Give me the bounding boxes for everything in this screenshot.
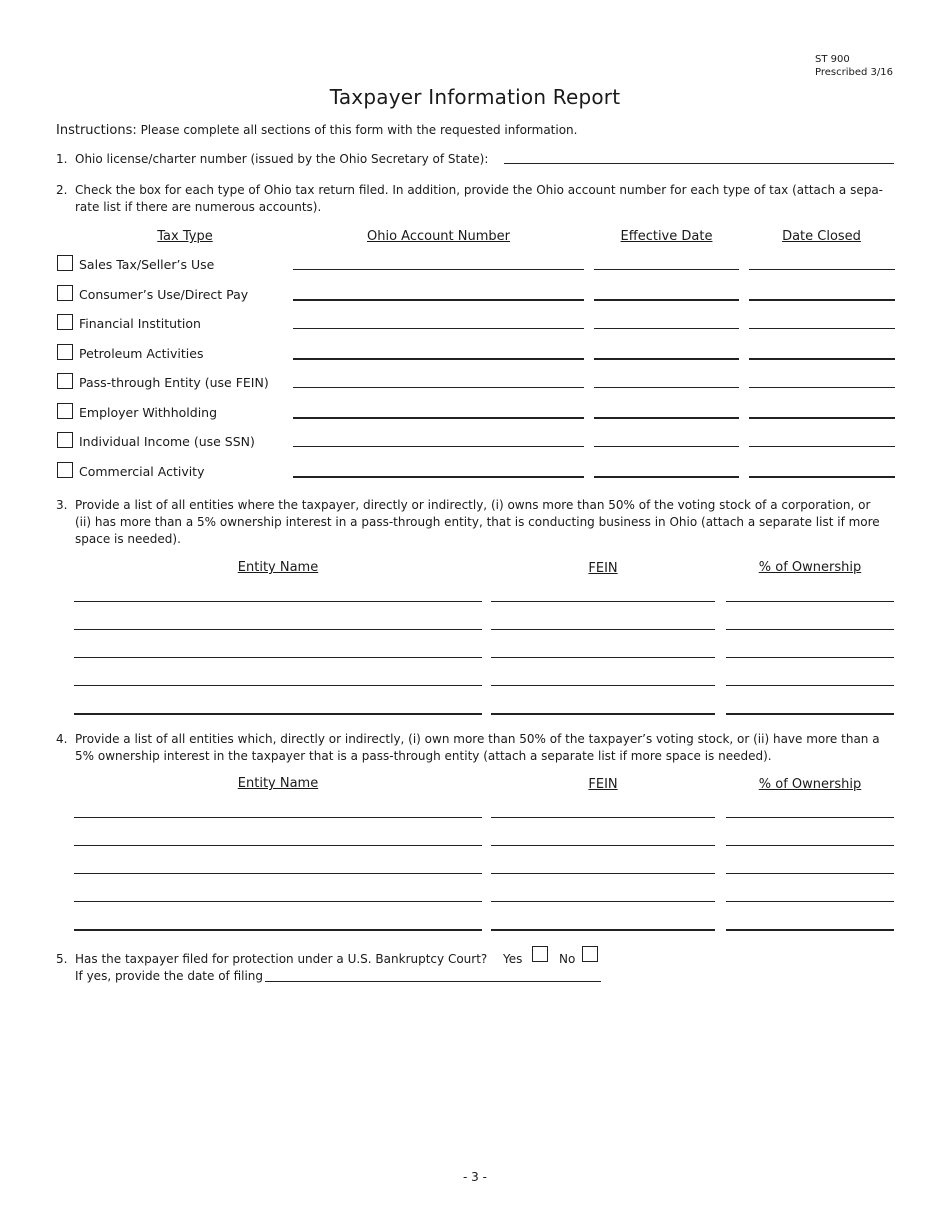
account-number-field[interactable] — [293, 476, 584, 478]
tax-type-label: Commercial Activity — [79, 463, 205, 479]
ownership-field[interactable] — [726, 685, 894, 686]
fein-field[interactable] — [491, 817, 715, 818]
ownership-field[interactable] — [726, 601, 894, 602]
checkbox-employer-withholding[interactable] — [57, 403, 73, 419]
effective-date-field[interactable] — [594, 446, 739, 447]
account-number-field[interactable] — [293, 269, 584, 270]
q3-line2: (ii) has more than a 5% ownership interest in a pass-through entity, that is conducting business in Ohio (attach a separate list if more — [75, 515, 880, 529]
date-closed-field[interactable] — [749, 358, 895, 360]
date-closed-field[interactable] — [749, 328, 895, 329]
fein-field[interactable] — [491, 685, 715, 686]
instructions-label: Instructions: — [56, 123, 137, 138]
q3-number: 3. — [56, 498, 68, 512]
fein-field[interactable] — [491, 845, 715, 846]
entity-name-field[interactable] — [74, 873, 482, 874]
fein-field[interactable] — [491, 657, 715, 658]
ownership-field[interactable] — [726, 657, 894, 658]
instructions — [56, 122, 896, 139]
tax-type-label: Sales Tax/Seller’s Use — [79, 257, 215, 272]
q5-label: Has the taxpayer filed for protection under a U.S. Bankruptcy Court? — [75, 952, 488, 966]
effective-date-field[interactable] — [594, 358, 739, 360]
q2-line1: Check the box for each type of Ohio tax return filed. In addition, provide the Ohio account number for each type of tax (attach a sepa- — [75, 183, 884, 197]
checkbox-petroleum-activities[interactable] — [57, 344, 73, 360]
q5-number: 5. — [56, 952, 68, 966]
license-number-field[interactable] — [504, 163, 894, 164]
q2-text — [56, 182, 894, 216]
instructions-text: Please complete all sections of this form with the requested information. — [140, 123, 578, 137]
q3-header-fein: FEIN — [588, 561, 618, 576]
q4-line1: Provide a list of all entities which, directly or indirectly, (i) own more than 50% of the taxpayer’s voting stock, or (ii) have more than a — [75, 732, 880, 746]
date-closed-field[interactable] — [749, 417, 895, 419]
checkbox-commercial-activity[interactable] — [57, 462, 73, 478]
ownership-field[interactable] — [726, 901, 894, 902]
entity-name-field[interactable] — [74, 817, 482, 818]
account-number-field[interactable] — [293, 417, 584, 419]
q4-header-entity-name: Entity Name — [237, 776, 319, 791]
ownership-field[interactable] — [726, 817, 894, 818]
page-title: Taxpayer Information Report — [329, 85, 621, 109]
form-id-block — [815, 53, 893, 79]
tax-type-label: Consumer’s Use/Direct Pay — [79, 286, 249, 302]
q3-line3: space is needed). — [75, 532, 181, 546]
bankruptcy-no-checkbox[interactable] — [582, 946, 598, 962]
q3-line1: Provide a list of all entities where the taxpayer, directly or indirectly, (i) owns more than 50% of the voting stock of a corporation, or — [75, 498, 871, 512]
q4-header-ownership: % of Ownership — [758, 777, 862, 792]
fein-field[interactable] — [491, 901, 715, 902]
ownership-field[interactable] — [726, 845, 894, 846]
account-number-field[interactable] — [293, 299, 584, 301]
tax-type-label: Employer Withholding — [79, 404, 218, 420]
ownership-field[interactable] — [726, 929, 894, 931]
effective-date-field[interactable] — [594, 417, 739, 419]
checkbox-sales-tax-seller-s-use[interactable] — [57, 255, 73, 271]
entity-name-field[interactable] — [74, 845, 482, 846]
header-date-closed: Date Closed — [782, 229, 861, 244]
effective-date-field[interactable] — [594, 476, 739, 478]
ownership-field[interactable] — [726, 629, 894, 630]
date-closed-field[interactable] — [749, 299, 895, 301]
checkbox-individual-income-use-ssn[interactable] — [57, 432, 73, 448]
q3-text — [56, 497, 894, 548]
fein-field[interactable] — [491, 601, 715, 602]
filing-date-field[interactable] — [265, 981, 601, 982]
entity-name-field[interactable] — [74, 657, 482, 658]
filing-date-label: If yes, provide the date of filing — [75, 969, 264, 983]
form-id: ST 900 — [815, 54, 850, 65]
tax-type-label: Individual Income (use SSN) — [79, 434, 255, 449]
bankruptcy-yes-checkbox[interactable] — [532, 946, 548, 962]
checkbox-financial-institution[interactable] — [57, 314, 73, 330]
q4-header-fein: FEIN — [588, 777, 618, 792]
entity-name-field[interactable] — [74, 601, 482, 602]
q1-number: 1. — [56, 152, 68, 166]
fein-field[interactable] — [491, 929, 715, 931]
entity-name-field[interactable] — [74, 929, 482, 931]
account-number-field[interactable] — [293, 387, 584, 388]
account-number-field[interactable] — [293, 328, 584, 329]
q4-text — [56, 731, 894, 765]
entity-name-field[interactable] — [74, 901, 482, 902]
q3-header-entity-name: Entity Name — [237, 560, 319, 575]
prescribed-date: Prescribed 3/16 — [815, 67, 893, 78]
checkbox-pass-through-entity-use-fein[interactable] — [57, 373, 73, 389]
effective-date-field[interactable] — [594, 299, 739, 301]
q5-text — [56, 951, 487, 968]
ownership-field[interactable] — [726, 713, 894, 715]
entity-name-field[interactable] — [74, 713, 482, 715]
header-effective-date: Effective Date — [620, 229, 713, 244]
yes-label: Yes — [503, 952, 523, 966]
tax-type-label: Pass-through Entity (use FEIN) — [79, 375, 269, 390]
checkbox-consumer-s-use-direct-pay[interactable] — [57, 285, 73, 301]
tax-type-label: Financial Institution — [79, 316, 201, 331]
no-label: No — [559, 952, 576, 966]
entity-name-field[interactable] — [74, 629, 482, 630]
effective-date-field[interactable] — [594, 269, 739, 270]
q3-header-ownership: % of Ownership — [758, 560, 862, 575]
q2-line2: rate list if there are numerous accounts). — [75, 200, 322, 214]
date-closed-field[interactable] — [749, 446, 895, 447]
page-number: - 3 - — [463, 1170, 487, 1184]
effective-date-field[interactable] — [594, 328, 739, 329]
fein-field[interactable] — [491, 713, 715, 715]
date-closed-field[interactable] — [749, 476, 895, 478]
header-tax-type: Tax Type — [157, 229, 213, 244]
account-number-field[interactable] — [293, 358, 584, 360]
header-account-number: Ohio Account Number — [366, 229, 510, 244]
effective-date-field[interactable] — [594, 387, 739, 388]
q2-number: 2. — [56, 183, 68, 197]
tax-type-label: Petroleum Activities — [79, 345, 204, 361]
q4-line2: 5% ownership interest in the taxpayer that is a pass-through entity (attach a separate list if more space is needed). — [75, 749, 772, 763]
fein-field[interactable] — [491, 629, 715, 630]
q4-number: 4. — [56, 732, 68, 746]
date-closed-field[interactable] — [749, 387, 895, 388]
ownership-field[interactable] — [726, 873, 894, 874]
entity-name-field[interactable] — [74, 685, 482, 686]
fein-field[interactable] — [491, 873, 715, 874]
account-number-field[interactable] — [293, 446, 584, 447]
date-closed-field[interactable] — [749, 269, 895, 270]
q1-text — [56, 151, 488, 168]
q1-label: Ohio license/charter number (issued by the Ohio Secretary of State): — [75, 152, 489, 166]
